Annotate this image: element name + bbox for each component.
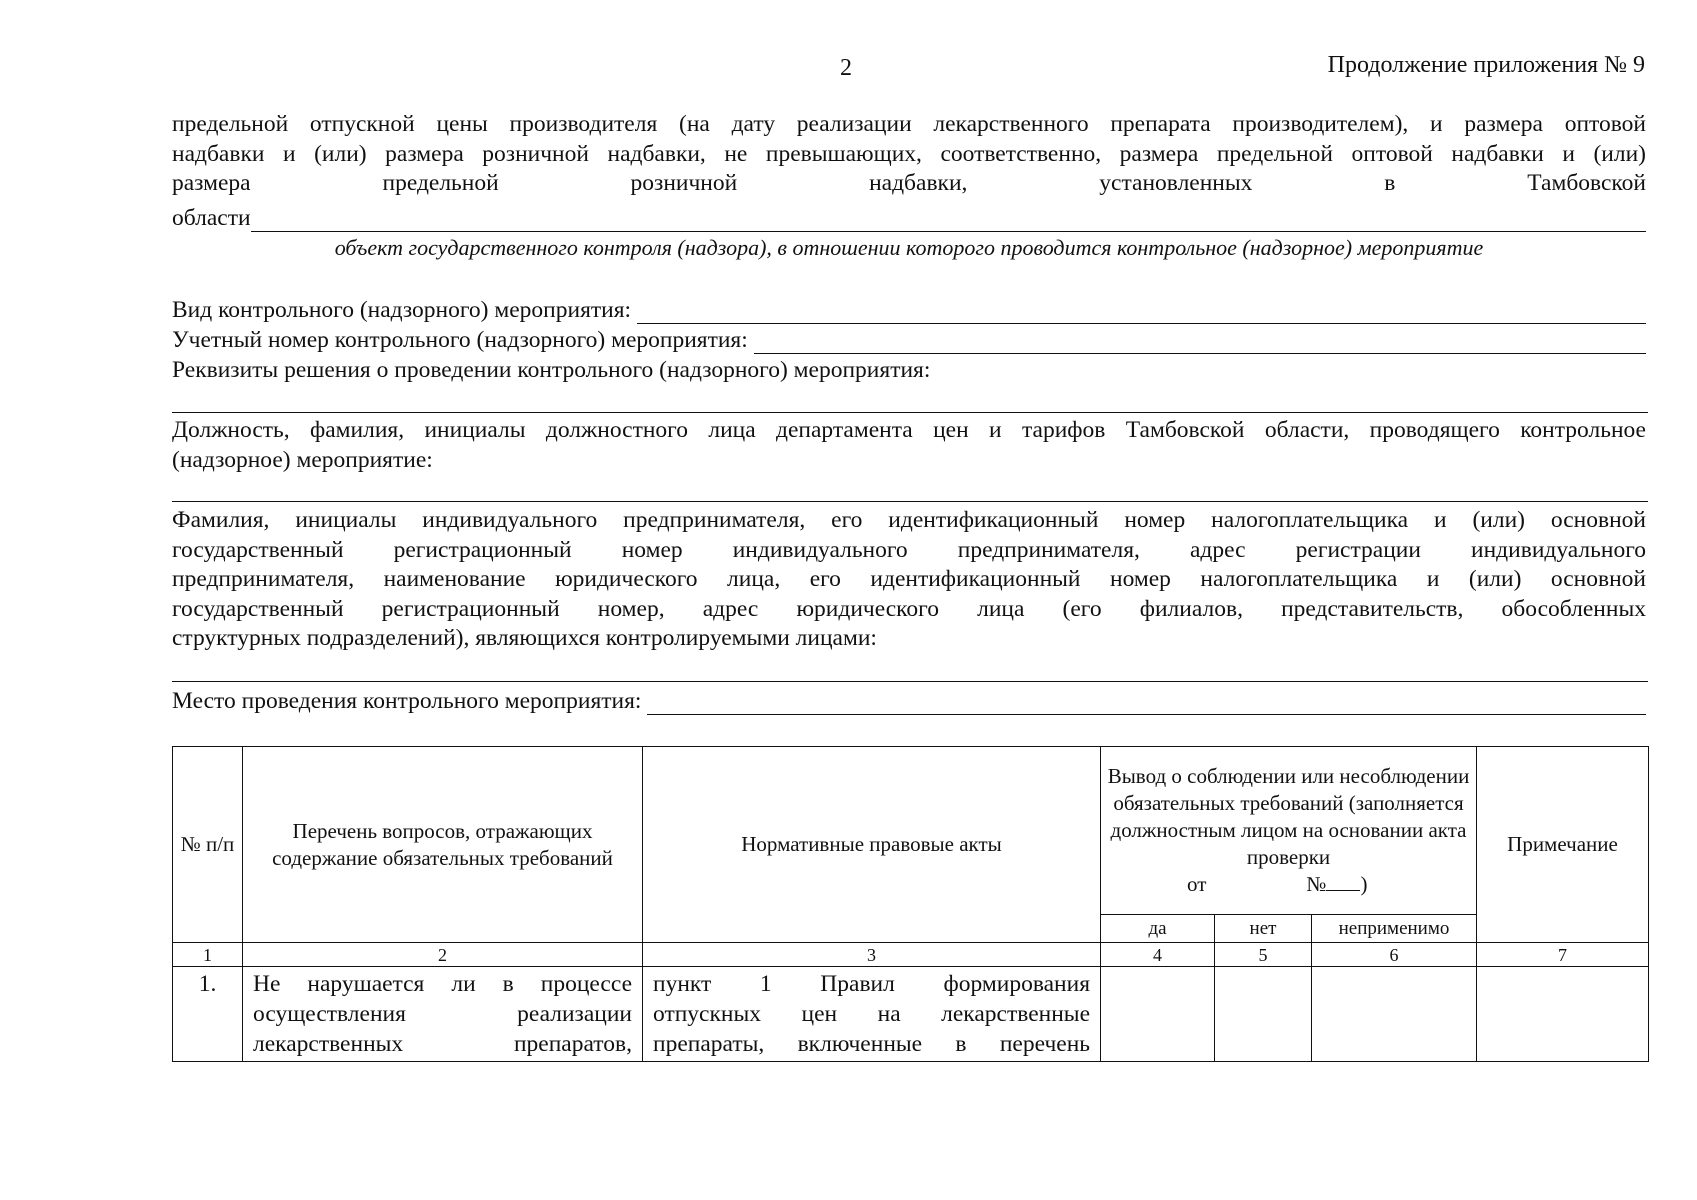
intro-line: предельной отпускной цены производителя (на дату реализации лекарственного препарата производителем), и размера оптовой [172, 111, 1646, 137]
place-fill-line[interactable] [647, 694, 1646, 715]
row-acts-line: препараты, включенные в перечень [653, 1031, 1090, 1057]
header-acts: Нормативные правовые акты [643, 747, 1101, 943]
column-number-row [173, 943, 1649, 967]
official-fill-line[interactable] [172, 501, 1648, 502]
decision-details-fill-line[interactable] [172, 412, 1648, 413]
row-not-applicable-cell[interactable] [1312, 967, 1477, 1062]
row-question-line: Не нарушается ли в процессе [253, 971, 632, 997]
official-paragraph [172, 416, 1646, 475]
intro-last-line-label: области [172, 205, 251, 231]
appendix-continuation: Продолжение приложения № 9 [1327, 52, 1645, 78]
place-row [172, 688, 1646, 715]
entity-line: предпринимателя, наименование юридического лица, его идентификационный номер налогоплательщика и (или) основной [172, 566, 1646, 592]
entity-line: государственный регистрационный номер, адрес юридического лица (его филиалов, представительств, обособленных [172, 595, 1646, 622]
checklist-table [172, 746, 1649, 1062]
header-no: нет [1215, 915, 1312, 943]
row-question-line: осуществления реализации [253, 1001, 632, 1027]
intro-paragraph [172, 110, 1646, 199]
row-question [243, 967, 643, 1062]
event-type-row [172, 297, 1646, 324]
header-not-applicable: неприменимо [1312, 915, 1477, 943]
official-line: (надзорное) мероприятие: [172, 446, 433, 473]
entity-line: Фамилия, инициалы индивидуального предпринимателя, его идентификационный номер налогоплательщика и (или) основной [172, 507, 1646, 533]
entity-line: структурных подразделений), являющихся контролируемыми лицами: [172, 625, 877, 651]
entity-line: государственный регистрационный номер индивидуального предпринимателя, адрес регистрации индивидуального [172, 536, 1646, 563]
column-number: 2 [243, 943, 643, 967]
record-number-label: Учетный номер контрольного (надзорного) мероприятия: [172, 327, 748, 353]
official-line: Должность, фамилия, инициалы должностного лица департамента цен и тарифов Тамбовской области, проводящего контрольное [172, 417, 1646, 443]
row-acts-line: пункт 1 Правил формирования [653, 971, 1090, 997]
event-type-fill-line[interactable] [637, 303, 1646, 324]
row-no-cell[interactable] [1215, 967, 1312, 1062]
header-conclusion-from: от [1187, 872, 1207, 896]
row-acts-line: отпускных цен на лекарственные [653, 1001, 1090, 1027]
page-number: 2 [840, 55, 852, 81]
place-label: Место проведения контрольного мероприятия: [172, 688, 642, 714]
entity-paragraph [172, 506, 1646, 654]
object-caption: объект государственного контроля (надзора), в отношении которого проводится контрольное (надзорное) мероприятие [334, 235, 1484, 260]
row-acts [643, 967, 1101, 1062]
header-number: № п/п [173, 747, 243, 943]
entity-fill-line[interactable] [172, 681, 1648, 682]
column-number: 7 [1477, 943, 1649, 967]
intro-line: надбавки и (или) размера розничной надбавки, не превышающих, соответственно, размера предельной оптовой надбавки и (или) [172, 140, 1646, 167]
row-number: 1. [173, 967, 243, 1062]
column-number: 4 [1101, 943, 1215, 967]
header-conclusion-close: ) [1360, 872, 1368, 896]
record-number-fill-line[interactable] [754, 333, 1646, 354]
column-number: 6 [1312, 943, 1477, 967]
header-questions: Перечень вопросов, отражающих содержание обязательных требований [243, 747, 643, 943]
header-row [173, 747, 1649, 915]
intro-line: размера предельной розничной надбавки, установленных в Тамбовской [172, 170, 1646, 196]
column-number: 1 [173, 943, 243, 967]
row-note-cell[interactable] [1477, 967, 1649, 1062]
row-yes-cell[interactable] [1101, 967, 1215, 1062]
header-conclusion-text: Вывод о соблюдении или несоблюдении обязательных требований (заполняется должностным лицом на основании акта проверки [1107, 764, 1470, 869]
row-question-line: лекарственных препаратов, [253, 1031, 632, 1057]
event-type-label: Вид контрольного (надзорного) мероприятия: [172, 297, 632, 323]
header-conclusion-no: № [1306, 872, 1327, 896]
record-number-row [172, 327, 1646, 354]
decision-details-label: Реквизиты решения о проведении контрольного (надзорного) мероприятия: [172, 357, 931, 383]
table-row [173, 967, 1649, 1062]
intro-last-line [172, 205, 1646, 232]
header-conclusion [1101, 747, 1477, 915]
column-number: 5 [1215, 943, 1312, 967]
header-conclusion-date-line [1107, 871, 1470, 898]
header-note: Примечание [1477, 747, 1649, 943]
column-number: 3 [643, 943, 1101, 967]
object-fill-line[interactable] [251, 211, 1646, 232]
header-yes: да [1101, 915, 1215, 943]
